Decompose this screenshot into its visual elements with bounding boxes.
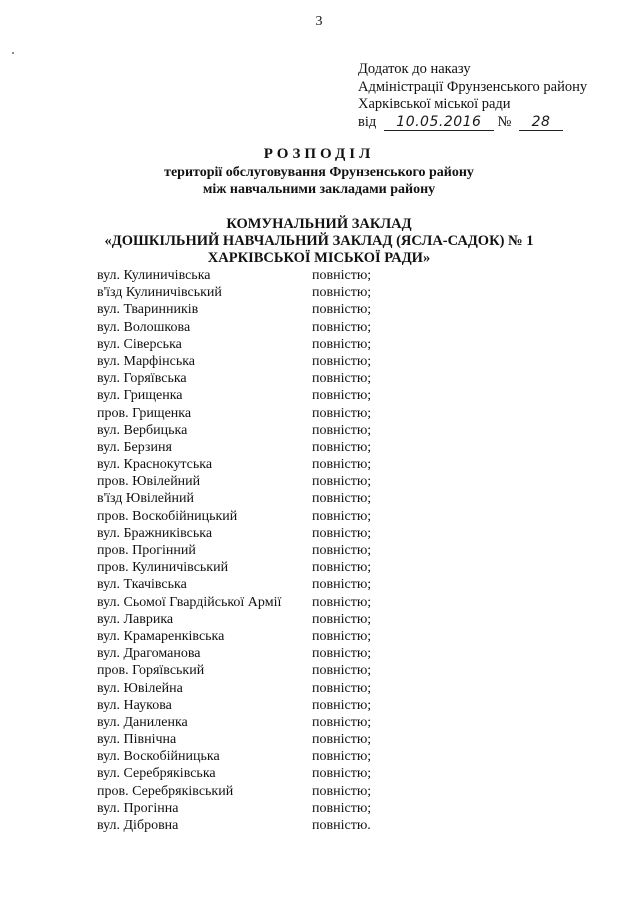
street-row (97, 387, 417, 404)
street-row (97, 576, 417, 593)
street-name: вул. Кулиничівська (97, 268, 211, 283)
street-name: вул. Вербицька (97, 422, 188, 438)
street-coverage: повністю; (312, 646, 372, 662)
street-coverage: повністю; (312, 491, 372, 507)
street-name: вул. Берзиня (97, 439, 172, 455)
street-name: вул. Тваринників (97, 302, 199, 318)
scan-speck (12, 52, 14, 54)
street-coverage: повністю; (312, 783, 372, 799)
street-row (97, 765, 417, 782)
handwritten-number: 28 (531, 113, 551, 130)
street-row (97, 353, 417, 370)
street-row (97, 731, 417, 748)
street-row (97, 456, 417, 473)
street-coverage: повністю; (312, 285, 372, 301)
annex-line-3: Харківської міської ради (358, 96, 511, 112)
street-coverage: повністю; (312, 336, 372, 352)
street-name: в'їзд Кулиничівський (97, 285, 222, 301)
street-coverage: повністю; (312, 268, 372, 283)
street-coverage: повністю; (312, 405, 372, 421)
page-number: 3 (315, 14, 323, 29)
street-row (97, 370, 417, 387)
institution-line-3: ХАРКІВСЬКОЇ МІСЬКОЇ РАДИ» (207, 250, 431, 266)
street-name: пров. Серебряківський (97, 783, 234, 799)
handwritten-date: 10.05.2016 (396, 113, 482, 130)
street-coverage: повністю; (312, 525, 372, 541)
street-list (97, 267, 417, 834)
annex-line-2: Адміністрації Фрунзенського району (358, 78, 588, 95)
street-coverage: повністю. (312, 818, 371, 833)
street-coverage: повністю; (312, 388, 372, 404)
street-row (97, 508, 417, 525)
street-coverage: повністю; (312, 766, 372, 782)
street-coverage: повністю; (312, 594, 372, 610)
street-name: вул. Ювілейна (97, 680, 183, 696)
street-name: вул. Волошкова (97, 319, 191, 335)
street-coverage: повністю; (312, 302, 372, 318)
street-name: вул. Дібровна (97, 818, 179, 833)
annex-line-1: Додаток до наказу (358, 61, 471, 77)
institution-line-1: КОМУНАЛЬНИЙ ЗАКЛАД (226, 216, 412, 232)
street-row (97, 301, 417, 318)
street-row (97, 628, 417, 645)
street-row (97, 662, 417, 679)
street-name: вул. Сіверська (97, 336, 182, 352)
street-row (97, 336, 417, 353)
street-name: вул. Драгоманова (97, 646, 201, 662)
street-name: вул. Воскобійницька (97, 749, 220, 765)
street-coverage: повністю; (312, 732, 372, 748)
street-name: вул. Лаврика (97, 611, 174, 627)
street-row (97, 748, 417, 765)
street-coverage: повністю; (312, 714, 372, 730)
street-coverage: повністю; (312, 508, 372, 524)
street-name: вул. Марфінська (97, 353, 196, 369)
street-row (97, 611, 417, 628)
street-name: пров. Кулиничівський (97, 560, 229, 576)
street-coverage: повністю; (312, 697, 372, 713)
street-coverage: повністю; (312, 371, 372, 387)
street-coverage: повністю; (312, 577, 372, 593)
street-name: вул. Крамаренківська (97, 628, 225, 644)
street-name: вул. Сьомої Гвардійської Армії (97, 594, 282, 610)
street-coverage: повністю; (312, 439, 372, 455)
street-row (97, 817, 417, 834)
document-subtitle-line-1: території обслуговування Фрунзенського району (164, 165, 474, 180)
date-field (384, 115, 494, 131)
date-prefix: від (358, 113, 377, 130)
street-row (97, 680, 417, 697)
institution-line-2: «ДОШКІЛЬНИЙ НАВЧАЛЬНИЙ ЗАКЛАД (ЯСЛА-САДОК) № 1 (104, 233, 534, 249)
street-row (97, 697, 417, 714)
street-name: пров. Грищенка (97, 405, 192, 421)
street-name: вул. Прогінна (97, 800, 179, 816)
street-name: вул. Ткачівська (97, 577, 187, 593)
street-row (97, 284, 417, 301)
annex-block (358, 61, 587, 131)
street-row (97, 645, 417, 662)
number-field (519, 115, 563, 131)
street-name: вул. Північна (97, 732, 177, 748)
street-coverage: повністю; (312, 353, 372, 369)
street-row (97, 473, 417, 490)
street-name: пров. Воскобійницький (97, 508, 238, 524)
street-row (97, 714, 417, 731)
street-row (97, 490, 417, 507)
street-row (97, 800, 417, 817)
number-prefix: № (497, 113, 512, 130)
street-coverage: повністю; (312, 543, 372, 558)
street-coverage: повністю; (312, 611, 372, 627)
street-coverage: повністю; (312, 680, 372, 696)
street-coverage: повністю; (312, 663, 372, 679)
street-row (97, 267, 417, 284)
street-name: пров. Ювілейний (97, 474, 201, 490)
street-coverage: повністю; (312, 749, 372, 765)
street-coverage: повністю; (312, 800, 372, 816)
street-row (97, 542, 417, 559)
street-name: вул. Наукова (97, 697, 172, 713)
street-row (97, 319, 417, 336)
street-name: вул. Горяївська (97, 371, 187, 387)
street-row (97, 405, 417, 422)
street-name: вул. Серебряківська (97, 766, 216, 782)
document-subtitle-line-2: між навчальними закладами району (202, 182, 436, 197)
street-name: пров. Горяївський (97, 663, 205, 679)
street-coverage: повністю; (312, 422, 372, 438)
street-coverage: повністю; (312, 560, 372, 576)
street-coverage: повністю; (312, 628, 372, 644)
street-name: пров. Прогінний (97, 543, 196, 558)
document-title: РОЗПОДІЛ (263, 146, 375, 162)
street-row (97, 439, 417, 456)
street-row (97, 422, 417, 439)
street-row (97, 525, 417, 542)
street-coverage: повністю; (312, 319, 372, 335)
street-name: вул. Грищенка (97, 388, 183, 404)
street-name: вул. Даниленка (97, 714, 188, 730)
street-coverage: повністю; (312, 457, 372, 473)
street-name: вул. Бражниківська (97, 525, 213, 541)
street-name: вул. Краснокутська (97, 457, 213, 473)
order-date-line (358, 114, 587, 132)
street-row (97, 783, 417, 800)
street-row (97, 559, 417, 576)
street-row (97, 594, 417, 611)
street-coverage: повністю; (312, 474, 372, 490)
street-name: в'їзд Ювілейний (97, 491, 194, 507)
